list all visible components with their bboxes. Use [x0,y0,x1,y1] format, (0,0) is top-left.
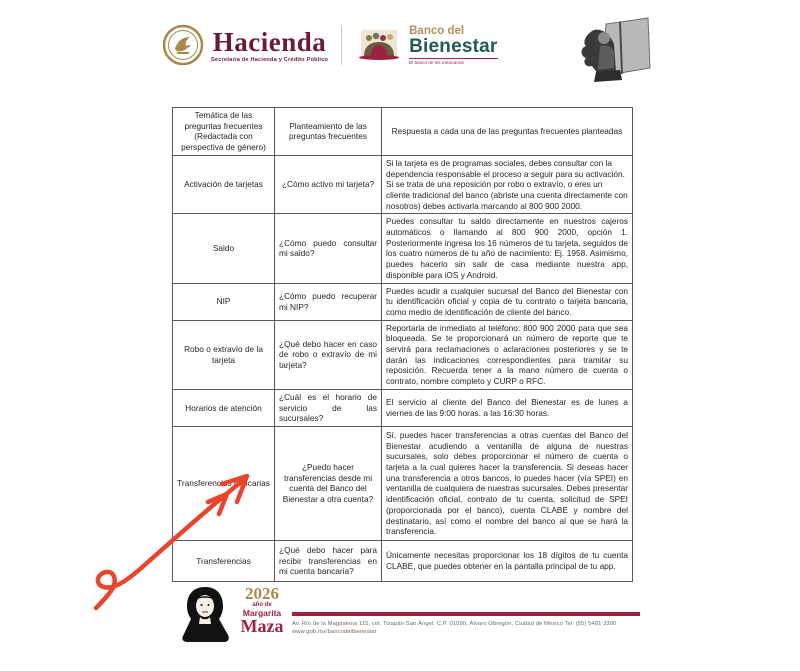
table-row [173,214,633,283]
faq-answer-cell: El servicio al cliente del Banco del Bienestar es de lunes a viernes de las 9:00 horas. a las 16:30 horas. [382,389,633,426]
column-header-respuesta: Respuesta a cada una de las preguntas frecuentes planteadas [382,108,633,156]
hacienda-title: Hacienda [212,26,327,57]
faq-answer-cell: Sí, puedes hacer transferencias a otras cuentas del Banco del Bienestar acudiendo a ventanilla de alguna de nuestras sucursales, solo debes proporcionar el número de cuenta o tarjeta a la cual quieres hacer la transferencia. Si deseas hacer una transferencia a otros bancos, lo puedes hacer (vía SPEI) en ventanilla de cualquiera de nuestras sucursales. Debes presentar identificación oficial, contrato de tu cuenta, solicitud de SPEI (proporcionada por el banco), cuenta CLABE y nombre del destinatario, así como el nombre del banco al que se hará la transferencia. [382,426,633,540]
footer-person-last-name: Maza [240,616,284,636]
column-header-tematica: Temática de las preguntas frecuentes (Redactada con perspectiva de género) [173,108,275,156]
bienestar-wordmark [409,25,497,65]
faq-topic-cell: Robo o extravío de la tarjeta [173,320,275,389]
faq-question-cell: ¿Cómo activo mi tarjeta? [275,155,382,214]
bienestar-logo [355,25,497,65]
hacienda-seal-icon [162,24,204,66]
faq-topic-cell: Saldo [173,214,275,283]
column-header-planteamiento: Planteamiento de las preguntas frecuentes [275,108,382,156]
bienestar-tagline: El banco de los mexicanos [409,58,497,65]
faq-answer-cell: Puedes acudir a cualquier sucursal del Banco del Bienestar con tu identificación oficial y copia de tu contrato o tarjeta bancaria, como medio de identificación de cliente del banco. [382,283,633,320]
bienestar-line1: Banco del [409,25,465,38]
footer-divider-bar [292,612,640,616]
logo-divider [341,25,342,65]
faq-question-cell: ¿Qué debo hacer para recibir transferencias en mi cuenta bancaria? [275,540,382,581]
faq-question-cell: ¿Puedo hacer transferencias desde mi cuenta del Banco del Bienestar a otra cuenta? [275,426,382,540]
faq-question-cell: ¿Cuál es el horario de servicio de las sucursales? [275,389,382,426]
faq-answer-cell: Reportarla de inmediato al teléfono: 800 900 2000 para que sea bloqueada. Se te proporcionará un número de reporte que te servirá para reclamaciones o aclaraciones posteriores y se te darán las indicaciones correspondientes para tramitar su reposición. Recuerda tener a la mano número de cuenta o contrato, nombre completo y CURP o RFC. [382,320,633,389]
hacienda-subtitle: Secretaría de Hacienda y Crédito Público [211,56,329,63]
table-header-row [173,108,633,156]
faq-question-cell: ¿Qué debo hacer en caso de robo o extravío de mi tarjeta? [275,320,382,389]
woman-flag-icon [576,16,654,86]
faq-topic-cell: Activación de tarjetas [173,155,275,214]
hacienda-logo [162,24,328,66]
faq-answer-cell: Puedes consultar tu saldo directamente en nuestros cajeros automáticos o llamando al 800 900 2000, opción 1. Posteriormente ingresa los 16 números de tu tarjeta, seguidos de los cuatro números de tu año de nacimiento: Ej. 1958. Asimismo, puedes hacerlo sin salir de casa mediante nuestra app, disponible para iOS y Android. [382,214,633,283]
faq-topic-cell: Horarios de atención [173,389,275,426]
footer-year: 2026 [245,584,279,603]
faq-topic-cell: Transferencias [173,540,275,581]
footer-person-first-name: Margarita [242,608,282,618]
faq-topic-cell: Transferencias bancarias [173,426,275,540]
bienestar-line2: Bienestar [409,36,498,58]
maza-wordmark [234,586,290,635]
table-row [173,155,633,214]
table-row [173,320,633,389]
faq-question-cell: ¿Cómo puedo recuperar mi NIP? [275,283,382,320]
faq-topic-cell: NIP [173,283,275,320]
table-row [173,389,633,426]
margarita-maza-portrait-icon [178,584,232,644]
table-row [173,283,633,320]
faq-answer-cell: Únicamente necesitas proporcionar los 18 dígitos de tu cuenta CLABE, que puedes obtener en la pantalla principal de tu app. [382,540,633,581]
faq-answer-cell: Si la tarjeta es de programas sociales, debes consultar con la dependencia responsable el proceso a seguir para su activación. Si se trata de una reposición por robo o extravío, o eres un cliente tradicional del banco (abriste una cuenta directamente con nosotros) debes activarla marcando al 800 900 2000. [382,155,633,214]
hacienda-wordmark [211,28,328,63]
bienestar-people-icon [355,28,403,62]
faq-question-cell: ¿Cómo puedo consultar mi saldo? [275,214,382,283]
footer-address: Av. Río de la Magdalena 115, col. Tizapán San Ángel, C.P. 01090, Álvaro Obregón, Ciudad de México Tel: (55) 5481 3300 www.gob.mx/bancodelbienestar [292,621,617,635]
footer-year-caption: año de [252,602,272,608]
header [162,24,498,66]
